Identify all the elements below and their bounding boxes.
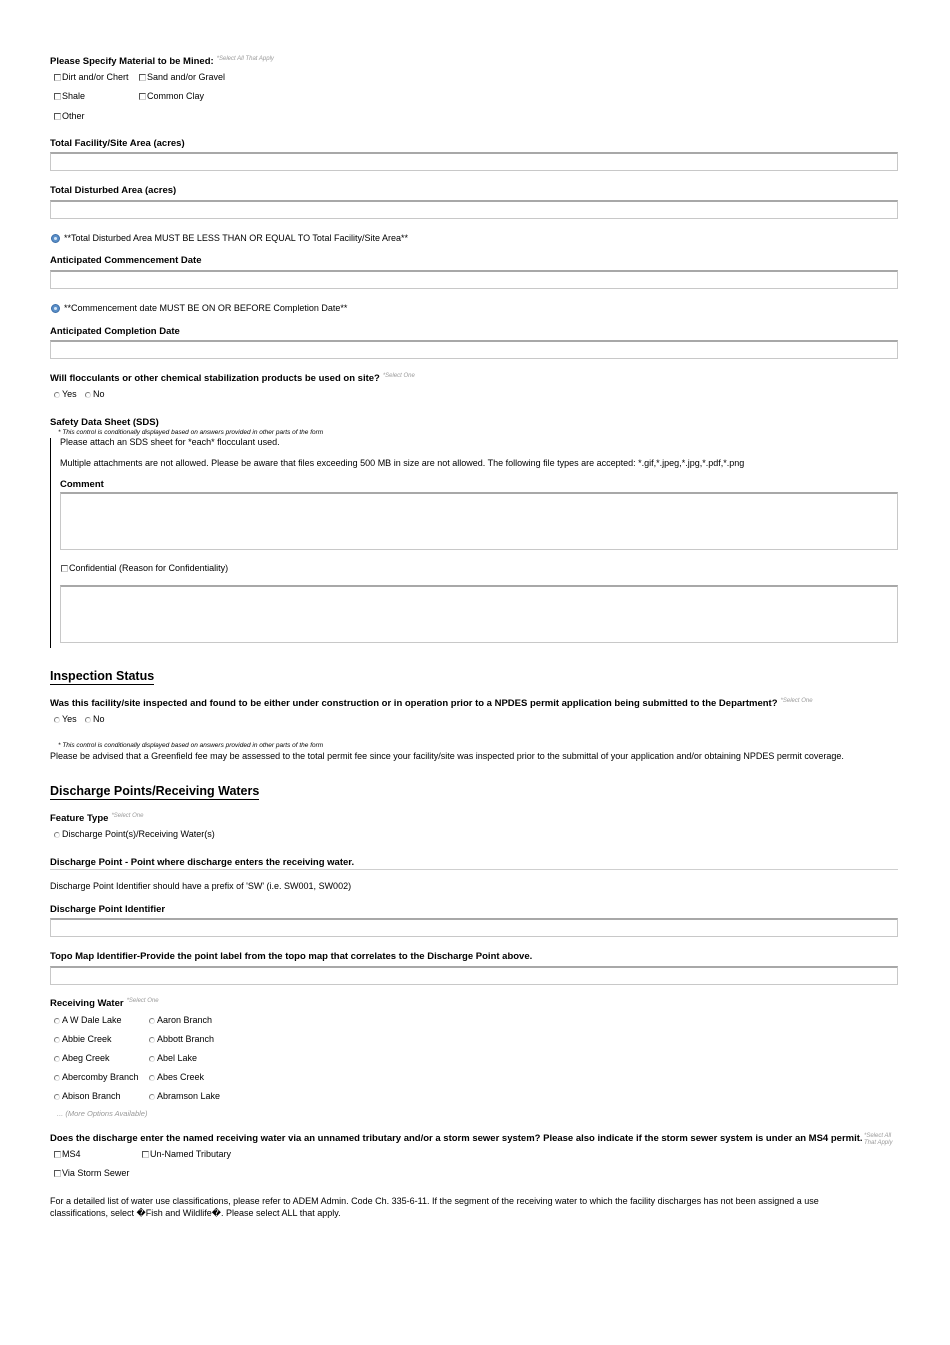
receiving-water-radio[interactable]: Abel Lake bbox=[149, 1053, 197, 1063]
material-hint: *Select All That Apply bbox=[216, 56, 274, 62]
checkbox-other[interactable]: Other bbox=[54, 111, 85, 121]
commencement-label: Anticipated Commencement Date bbox=[50, 255, 202, 266]
sds-comment-label: Comment bbox=[60, 479, 104, 490]
sds-group-border bbox=[50, 438, 51, 648]
total-area-input[interactable] bbox=[50, 152, 898, 171]
confidential-reason-textarea[interactable] bbox=[60, 585, 898, 643]
checkbox-shale[interactable]: Shale bbox=[54, 91, 85, 101]
inspection-section-title: Inspection Status bbox=[50, 669, 155, 683]
topo-identifier-input[interactable] bbox=[50, 966, 898, 985]
total-area-label: Total Facility/Site Area (acres) bbox=[50, 138, 185, 149]
flocculants-no-radio[interactable]: No bbox=[85, 389, 105, 399]
checkbox-unnamed-tributary[interactable]: Un-Named Tributary bbox=[142, 1149, 231, 1159]
sds-comment-textarea[interactable] bbox=[60, 492, 898, 550]
classification-note: For a detailed list of water use classifications, please refer to ADEM Admin. Code Ch. 335-6-11. If the segment of the receiving water to which the facility discharges has not been assigned a use classifications, select �Fish and Wildlife�. Please select ALL that apply. bbox=[50, 1196, 819, 1218]
inspection-hint: *Select One bbox=[780, 698, 813, 704]
info-commencement: **Commencement date MUST BE ON OR BEFORE Completion Date** bbox=[51, 303, 347, 313]
material-label: Please Specify Material to be Mined: $^{*Select All That Apply}$ bbox=[50, 56, 274, 67]
feature-type-label: Feature Type $^{*Select One}$ bbox=[50, 813, 144, 824]
receiving-water-radio[interactable]: Abbie Creek bbox=[54, 1034, 112, 1044]
completion-label: Anticipated Completion Date bbox=[50, 326, 180, 337]
commencement-date-input[interactable] bbox=[50, 270, 898, 289]
prefix-note: Discharge Point Identifier should have a prefix of 'SW' (i.e. SW001, SW002) bbox=[50, 881, 352, 891]
receiving-water-radio[interactable]: Abramson Lake bbox=[149, 1091, 220, 1101]
inspection-conditional-note: * This control is conditionally displayed based on answers provided in other parts of the form bbox=[58, 742, 324, 749]
flocculants-hint: *Select One bbox=[382, 373, 415, 379]
receiving-water-radio[interactable]: Aaron Branch bbox=[149, 1015, 212, 1025]
feature-type-radio[interactable]: Discharge Point(s)/Receiving Water(s) bbox=[54, 829, 215, 839]
discharge-identifier-input[interactable] bbox=[50, 918, 898, 937]
receiving-water-radio[interactable]: Abeg Creek bbox=[54, 1053, 110, 1063]
greenfield-fee-advice: Please be advised that a Greenfield fee may be assessed to the total permit fee since your facility/site was inspected prior to the submittal of your application and/or obtaining NPDES permit coverage. bbox=[50, 751, 844, 761]
sds-attachment-note: Multiple attachments are not allowed. Please be aware that files exceeding 500 MB in size are not allowed. The following file types are accepted: *.gif,*.jpeg,*.jpg,*.pdf,*.png bbox=[60, 458, 745, 468]
info-disturbed-area: **Total Disturbed Area MUST BE LESS THAN OR EQUAL TO Total Facility/Site Area** bbox=[51, 233, 408, 243]
receiving-water-radio[interactable]: Abbott Branch bbox=[149, 1034, 214, 1044]
disturbed-area-label: Total Disturbed Area (acres) bbox=[50, 185, 177, 196]
sds-conditional-note: * This control is conditionally displayed based on answers provided in other parts of the form bbox=[58, 429, 324, 436]
discharge-section-title: Discharge Points/Receiving Waters bbox=[50, 784, 260, 798]
info-icon bbox=[51, 234, 60, 243]
receiving-water-radio[interactable]: Abercomby Branch bbox=[54, 1072, 139, 1082]
checkbox-dirt-chert[interactable]: Dirt and/or Chert bbox=[54, 72, 129, 82]
checkbox-ms4[interactable]: MS4 bbox=[54, 1149, 81, 1159]
receiving-water-radio[interactable]: A W Dale Lake bbox=[54, 1015, 122, 1025]
more-options-link[interactable]: ... (More Options Available) bbox=[57, 1109, 148, 1118]
inspection-no-radio[interactable]: No bbox=[85, 714, 105, 724]
tributary-hint: *Select All That Apply bbox=[864, 1133, 893, 1146]
inspection-yes-radio[interactable]: Yes bbox=[54, 714, 77, 724]
divider bbox=[50, 869, 898, 870]
checkbox-via-storm-sewer[interactable]: Via Storm Sewer bbox=[54, 1168, 129, 1178]
receiving-water-hint: *Select One bbox=[126, 998, 159, 1004]
inspection-question: Was this facility/site inspected and found to be either under construction or in operation prior to a NPDES permit application being submitted to the Department? $^{*Select One}$ bbox=[50, 698, 813, 709]
sds-instruction: Please attach an SDS sheet for *each* flocculant used. bbox=[60, 437, 280, 447]
info-icon bbox=[51, 304, 60, 313]
discharge-point-heading: Discharge Point - Point where discharge enters the receiving water. bbox=[50, 857, 355, 868]
receiving-water-label: Receiving Water $^{*Select One}$ bbox=[50, 998, 159, 1009]
confidential-checkbox[interactable]: Confidential (Reason for Confidentiality) bbox=[61, 563, 228, 573]
completion-date-input[interactable] bbox=[50, 340, 898, 359]
flocculants-yes-radio[interactable]: Yes bbox=[54, 389, 77, 399]
checkbox-common-clay[interactable]: Common Clay bbox=[139, 91, 204, 101]
disturbed-area-input[interactable] bbox=[50, 200, 898, 219]
discharge-identifier-label: Discharge Point Identifier bbox=[50, 904, 166, 915]
receiving-water-radio[interactable]: Abison Branch bbox=[54, 1091, 121, 1101]
receiving-water-radio[interactable]: Abes Creek bbox=[149, 1072, 204, 1082]
sds-label: Safety Data Sheet (SDS) bbox=[50, 417, 159, 428]
topo-label: Topo Map Identifier-Provide the point label from the topo map that correlates to the Discharge Point above. bbox=[50, 951, 533, 962]
feature-type-hint: *Select One bbox=[111, 813, 144, 819]
flocculants-label: Will flocculants or other chemical stabilization products be used on site? $^{*Select One}$ bbox=[50, 373, 415, 384]
checkbox-sand-gravel[interactable]: Sand and/or Gravel bbox=[139, 72, 225, 82]
tributary-question: Does the discharge enter the named receiving water via an unnamed tributary and/or a storm sewer system? Please also indicate if the storm sewer system is under an MS4 permit. bbox=[50, 1133, 863, 1144]
